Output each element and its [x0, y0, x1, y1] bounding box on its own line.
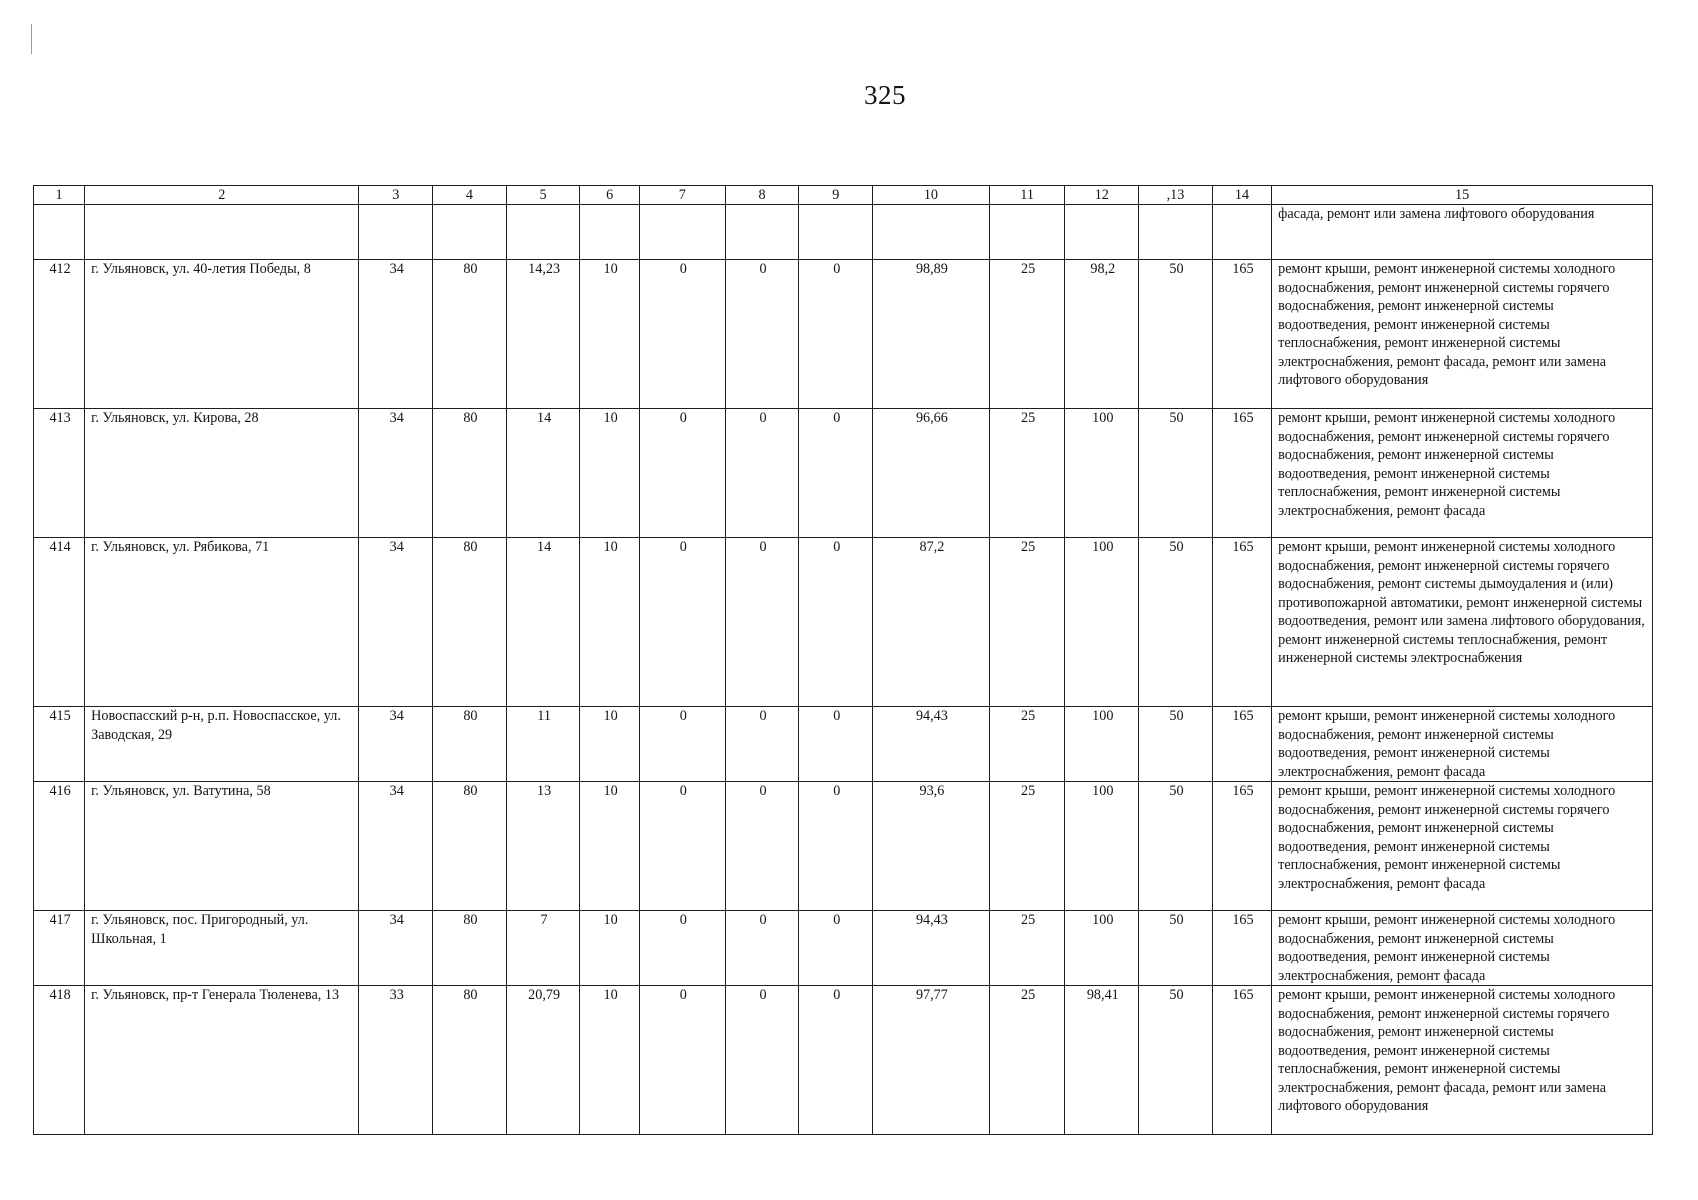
column-number: 7	[639, 186, 725, 205]
value-cell: 25	[989, 538, 1065, 707]
table-row	[34, 986, 1653, 1135]
value-cell: 0	[639, 782, 725, 911]
row-number-cell: 416	[34, 782, 85, 911]
value-cell: 94,43	[873, 911, 990, 986]
row-number-cell: 418	[34, 986, 85, 1135]
value-cell: 80	[433, 782, 507, 911]
value-cell: 25	[989, 911, 1065, 986]
work-list-cell: ремонт крыши, ремонт инженерной системы холодного водоснабжения, ремонт инженерной системы горячего водоснабжения, ремонт инженерной системы водоотведения, ремонт инженерной системы теплоснабжения, ремонт инженерной системы электроснабжения, ремонт фасада, ремонт или замена лифтового оборудования	[1272, 260, 1653, 409]
value-cell: 100	[1065, 782, 1139, 911]
address-cell: г. Ульяновск, пос. Пригородный, ул. Школьная, 1	[85, 911, 359, 986]
empty-cell	[506, 205, 580, 260]
column-number: 4	[433, 186, 507, 205]
value-cell: 10	[580, 986, 639, 1135]
row-number-cell: 413	[34, 409, 85, 538]
table-row	[34, 911, 1653, 986]
value-cell: 10	[580, 782, 639, 911]
value-cell: 87,2	[873, 538, 990, 707]
value-cell: 0	[725, 986, 799, 1135]
value-cell: 100	[1065, 707, 1139, 782]
value-cell: 165	[1212, 260, 1271, 409]
value-cell: 0	[725, 538, 799, 707]
empty-cell	[85, 205, 359, 260]
value-cell: 0	[725, 260, 799, 409]
column-number: 14	[1212, 186, 1271, 205]
address-cell: г. Ульяновск, ул. Кирова, 28	[85, 409, 359, 538]
value-cell: 0	[799, 911, 873, 986]
value-cell: 0	[799, 986, 873, 1135]
value-cell: 0	[725, 911, 799, 986]
column-number: ,13	[1139, 186, 1213, 205]
table-row	[34, 707, 1653, 782]
empty-cell	[1139, 205, 1213, 260]
value-cell: 50	[1139, 782, 1213, 911]
address-cell: Новоспасский р-н, р.п. Новоспасское, ул. Заводская, 29	[85, 707, 359, 782]
value-cell: 96,66	[873, 409, 990, 538]
value-cell: 34	[359, 260, 433, 409]
work-list-cell: ремонт крыши, ремонт инженерной системы холодного водоснабжения, ремонт инженерной системы горячего водоснабжения, ремонт системы дымоудаления и (или) противопожарной автоматики, ремонт инженерной системы водоотведения, ремонт или замена лифтового оборудования, ремонт инженерной системы теплоснабжения, ремонт инженерной системы электроснабжения	[1272, 538, 1653, 707]
value-cell: 10	[580, 409, 639, 538]
value-cell: 7	[506, 911, 580, 986]
empty-cell	[639, 205, 725, 260]
value-cell: 0	[639, 911, 725, 986]
value-cell: 165	[1212, 538, 1271, 707]
continuation-row	[34, 205, 1653, 260]
value-cell: 0	[725, 782, 799, 911]
empty-cell	[359, 205, 433, 260]
value-cell: 0	[639, 260, 725, 409]
value-cell: 0	[799, 538, 873, 707]
margin-mark	[31, 24, 32, 54]
row-number-cell: 417	[34, 911, 85, 986]
value-cell: 0	[799, 409, 873, 538]
value-cell: 50	[1139, 707, 1213, 782]
value-cell: 0	[799, 260, 873, 409]
value-cell: 93,6	[873, 782, 990, 911]
value-cell: 10	[580, 260, 639, 409]
value-cell: 13	[506, 782, 580, 911]
table-row	[34, 782, 1653, 911]
address-cell: г. Ульяновск, ул. Ватутина, 58	[85, 782, 359, 911]
value-cell: 165	[1212, 707, 1271, 782]
row-number-cell: 414	[34, 538, 85, 707]
value-cell: 98,89	[873, 260, 990, 409]
value-cell: 100	[1065, 538, 1139, 707]
value-cell: 25	[989, 409, 1065, 538]
column-number: 15	[1272, 186, 1653, 205]
empty-cell	[34, 205, 85, 260]
value-cell: 97,77	[873, 986, 990, 1135]
empty-cell	[580, 205, 639, 260]
address-cell: г. Ульяновск, ул. Рябикова, 71	[85, 538, 359, 707]
value-cell: 165	[1212, 782, 1271, 911]
value-cell: 0	[725, 707, 799, 782]
table-row	[34, 538, 1653, 707]
column-number: 8	[725, 186, 799, 205]
value-cell: 10	[580, 538, 639, 707]
value-cell: 11	[506, 707, 580, 782]
value-cell: 50	[1139, 911, 1213, 986]
work-list-cell: ремонт крыши, ремонт инженерной системы холодного водоснабжения, ремонт инженерной системы водоотведения, ремонт инженерной системы электроснабжения, ремонт фасада	[1272, 707, 1653, 782]
work-list-cell: фасада, ремонт или замена лифтового оборудования	[1272, 205, 1653, 260]
work-list-cell: ремонт крыши, ремонт инженерной системы холодного водоснабжения, ремонт инженерной системы водоотведения, ремонт инженерной системы электроснабжения, ремонт фасада	[1272, 911, 1653, 986]
value-cell: 14	[506, 538, 580, 707]
value-cell: 165	[1212, 986, 1271, 1135]
table-row	[34, 260, 1653, 409]
value-cell: 34	[359, 409, 433, 538]
work-list-cell: ремонт крыши, ремонт инженерной системы холодного водоснабжения, ремонт инженерной системы горячего водоснабжения, ремонт инженерной системы водоотведения, ремонт инженерной системы теплоснабжения, ремонт инженерной системы электроснабжения, ремонт фасада	[1272, 409, 1653, 538]
value-cell: 80	[433, 260, 507, 409]
value-cell: 0	[639, 707, 725, 782]
value-cell: 34	[359, 707, 433, 782]
value-cell: 34	[359, 911, 433, 986]
row-number-cell: 415	[34, 707, 85, 782]
value-cell: 165	[1212, 409, 1271, 538]
empty-cell	[799, 205, 873, 260]
empty-cell	[1065, 205, 1139, 260]
value-cell: 94,43	[873, 707, 990, 782]
empty-cell	[873, 205, 990, 260]
column-number: 11	[989, 186, 1065, 205]
value-cell: 100	[1065, 911, 1139, 986]
value-cell: 80	[433, 986, 507, 1135]
value-cell: 34	[359, 538, 433, 707]
value-cell: 10	[580, 707, 639, 782]
value-cell: 0	[639, 538, 725, 707]
value-cell: 98,2	[1065, 260, 1139, 409]
table-row	[34, 409, 1653, 538]
column-number: 10	[873, 186, 990, 205]
column-number: 3	[359, 186, 433, 205]
empty-cell	[1212, 205, 1271, 260]
page-number: 325	[864, 80, 906, 110]
value-cell: 33	[359, 986, 433, 1135]
work-list-cell: ремонт крыши, ремонт инженерной системы холодного водоснабжения, ремонт инженерной системы горячего водоснабжения, ремонт инженерной системы водоотведения, ремонт инженерной системы теплоснабжения, ремонт инженерной системы электроснабжения, ремонт фасада	[1272, 782, 1653, 911]
empty-cell	[725, 205, 799, 260]
column-number: 1	[34, 186, 85, 205]
value-cell: 25	[989, 986, 1065, 1135]
value-cell: 34	[359, 782, 433, 911]
value-cell: 0	[639, 986, 725, 1135]
row-number-cell: 412	[34, 260, 85, 409]
column-number: 12	[1065, 186, 1139, 205]
registry-table	[33, 185, 1653, 1135]
value-cell: 98,41	[1065, 986, 1139, 1135]
value-cell: 0	[639, 409, 725, 538]
value-cell: 25	[989, 782, 1065, 911]
value-cell: 50	[1139, 538, 1213, 707]
value-cell: 20,79	[506, 986, 580, 1135]
value-cell: 100	[1065, 409, 1139, 538]
value-cell: 80	[433, 911, 507, 986]
address-cell: г. Ульяновск, ул. 40-летия Победы, 8	[85, 260, 359, 409]
value-cell: 0	[725, 409, 799, 538]
value-cell: 50	[1139, 409, 1213, 538]
empty-cell	[989, 205, 1065, 260]
value-cell: 0	[799, 707, 873, 782]
value-cell: 10	[580, 911, 639, 986]
value-cell: 50	[1139, 260, 1213, 409]
value-cell: 14,23	[506, 260, 580, 409]
address-cell: г. Ульяновск, пр-т Генерала Тюленева, 13	[85, 986, 359, 1135]
value-cell: 25	[989, 260, 1065, 409]
value-cell: 80	[433, 707, 507, 782]
value-cell: 0	[799, 782, 873, 911]
value-cell: 80	[433, 409, 507, 538]
column-number: 9	[799, 186, 873, 205]
value-cell: 25	[989, 707, 1065, 782]
column-number-row	[34, 186, 1653, 205]
column-number: 6	[580, 186, 639, 205]
value-cell: 165	[1212, 911, 1271, 986]
value-cell: 80	[433, 538, 507, 707]
value-cell: 14	[506, 409, 580, 538]
value-cell: 50	[1139, 986, 1213, 1135]
empty-cell	[433, 205, 507, 260]
work-list-cell: ремонт крыши, ремонт инженерной системы холодного водоснабжения, ремонт инженерной системы горячего водоснабжения, ремонт инженерной системы водоотведения, ремонт инженерной системы теплоснабжения, ремонт инженерной системы электроснабжения, ремонт фасада, ремонт или замена лифтового оборудования	[1272, 986, 1653, 1135]
column-number: 5	[506, 186, 580, 205]
column-number: 2	[85, 186, 359, 205]
